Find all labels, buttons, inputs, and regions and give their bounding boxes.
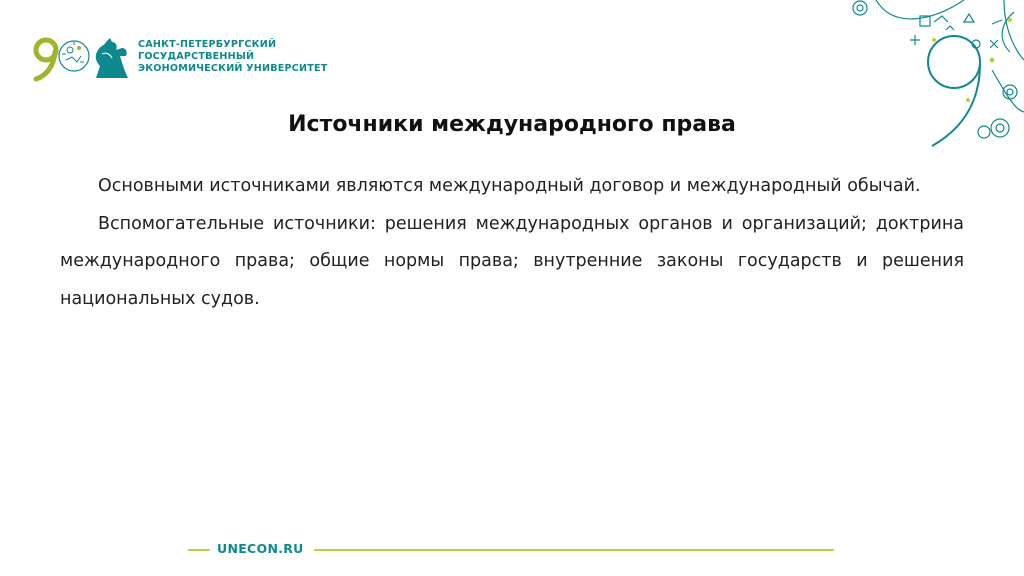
paragraph-auxiliary-sources: Вспомогательные источники: решения международных органов и организаций; доктрина международного права; общие нормы права; внутренние законы государств и решения национальных судов.	[60, 213, 964, 309]
footer-divider-left	[188, 549, 210, 551]
anniversary-logo-icon	[30, 32, 134, 82]
slide-body	[60, 168, 964, 318]
university-name-line: ГОСУДАРСТВЕННЫЙ	[138, 51, 255, 62]
footer-url: UNECON.RU	[217, 541, 304, 556]
paragraph-main-sources: Основными источниками являются международный договор и международный обычай.	[98, 176, 921, 196]
university-name-line: ЭКОНОМИЧЕСКИЙ УНИВЕРСИТЕТ	[138, 63, 328, 74]
decorative-doodle-icon	[814, 0, 1024, 170]
slide-title: Источники международного права	[288, 112, 736, 137]
university-name	[138, 39, 358, 75]
university-name-line: САНКТ-ПЕТЕРБУРГСКИЙ	[138, 39, 277, 50]
footer-divider-right	[314, 549, 834, 551]
